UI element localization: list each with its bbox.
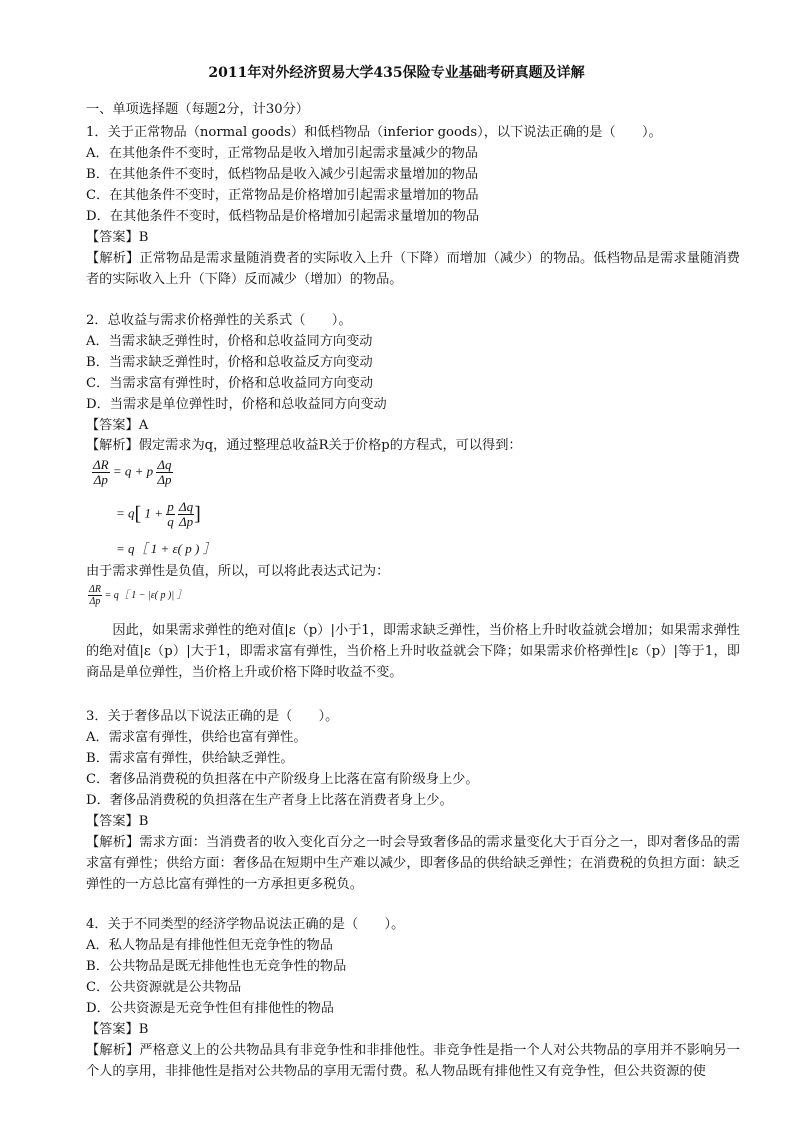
- section-heading: 一、单项选择题（每题2分，计30分）: [86, 102, 309, 117]
- q2-option-a: A．当需求缺乏弹性时，价格和总收益同方向变动: [86, 334, 373, 349]
- q4-explanation: 【解析】严格意义上的公共物品具有非竞争性和非排他性。非竞争性是指一个人对公共物品的享用并不影响另一个人的享用，非排他性是指对公共物品的享用无需付费。私人物品既有排他性又有竞争性，但公共资源的使: [86, 1043, 740, 1079]
- q4-option-b: B．公共物品是既无排他性也无竞争性的物品: [86, 959, 347, 974]
- eq2-prefix: = q: [116, 505, 135, 521]
- eq1-lhs-den: Δp: [93, 472, 108, 487]
- q3-stem: 3．关于奢侈品以下说法正确的是（ ）。: [86, 709, 339, 724]
- eq1-rhs-den: Δp: [157, 472, 172, 487]
- q1-stem: 1．关于正常物品（normal goods）和低档物品（inferior goods），以下说法正确的是（ ）。: [86, 125, 662, 140]
- eq4-num: ΔR: [89, 584, 101, 595]
- q4-option-c: C．公共资源就是公共物品: [86, 980, 242, 995]
- eq4-rhs: = q［ 1 − |ε( p )| ］: [104, 589, 187, 601]
- eq2-num2: Δq: [178, 499, 194, 514]
- q3-explanation: 【解析】需求方面：当消费者的收入变化百分之一时会导致奢侈品的需求量变化大于百分之一，即对奢侈品的需求富有弹性；供给方面：奢侈品在短期中生产难以减少，即奢侈品的供给缺乏弹性；在消费税的负担方面：缺乏弹性的一方总比富有弹性的一方承担更多税负。: [86, 835, 740, 892]
- q1-option-a: A．在其他条件不变时，正常物品是收入增加引起需求量减少的物品: [86, 146, 478, 161]
- q2-option-c: C．当需求富有弹性时，价格和总收益同方向变动: [86, 376, 374, 391]
- eq1-rhs: = q + p: [112, 463, 154, 479]
- q3-option-b: B．需求富有弹性，供给缺乏弹性。: [86, 751, 294, 766]
- eq4-den: Δp: [89, 596, 101, 607]
- q1-answer: 【答案】B: [86, 230, 149, 245]
- q2-answer: 【答案】A: [86, 418, 149, 433]
- eq2-num1: p: [167, 499, 174, 514]
- q3-answer: 【答案】B: [86, 814, 149, 829]
- q3-option-a: A．需求富有弹性，供给也富有弹性。: [86, 730, 307, 745]
- q4-stem: 4．关于不同类型的经济学物品说法正确的是（ ）。: [86, 917, 405, 932]
- equation-4: [88, 584, 187, 607]
- eq2-den2: Δp: [178, 514, 194, 529]
- q4-option-a: A．私人物品是有排他性但无竞争性的物品: [86, 938, 333, 953]
- q2-explanation: 【解析】假定需求为q，通过整理总收益R关于价格p的方程式，可以得到：: [86, 438, 522, 453]
- eq2-one-plus: 1 +: [144, 505, 163, 521]
- eq1-lhs-num: ΔR: [93, 457, 109, 472]
- document-title: 2011年对外经济贸易大学435保险专业基础考研真题及详解: [208, 65, 585, 81]
- q2-stem: 2．总收益与需求价格弹性的关系式（ ）。: [86, 313, 352, 328]
- q1-option-b: B．在其他条件不变时，低档物品是收入减少引起需求量增加的物品: [86, 167, 479, 182]
- q4-option-d: D．公共资源是无竞争性但有排他性的物品: [86, 1001, 334, 1016]
- q2-conclusion: 因此，如果需求弹性的绝对值|ε（p）|小于1，即需求缺乏弹性，当价格上升时收益就会增加；如果需求弹性的绝对值|ε（p）|大于1，即需求富有弹性，当价格上升时收益就会下降；如果需求价格弹性|ε（p）|等于1，即商品是单位弹性，当价格上升或价格下降时收益不变。: [86, 623, 740, 680]
- eq2-den1: q: [167, 514, 174, 529]
- q2-option-d: D．当需求是单位弹性时，价格和总收益同方向变动: [86, 397, 387, 412]
- q3-option-d: D．奢侈品消费税的负担落在生产者身上比落在消费者身上少。: [86, 793, 453, 808]
- q2-negative-note: 由于需求弹性是负值，所以，可以将此表达式记为：: [86, 564, 390, 579]
- q2-option-b: B．当需求缺乏弹性时，价格和总收益反方向变动: [86, 355, 373, 370]
- q1-explanation: 【解析】正常物品是需求量随消费者的实际收入上升（下降）而增加（减少）的物品。低档物品是需求量随消费者的实际收入上升（下降）反而减少（增加）的物品。: [86, 251, 740, 287]
- q4-answer: 【答案】B: [86, 1022, 149, 1037]
- q1-option-c: C．在其他条件不变时，正常物品是价格增加引起需求量增加的物品: [86, 188, 479, 203]
- equation-2: = q[ 1 + $\frac{p}{q}$ $\frac{\Delta q}{\Delta p}$ ]: [116, 499, 201, 529]
- equation-1: [92, 458, 173, 487]
- q3-option-c: C．奢侈品消费税的负担落在中产阶级身上比落在富有阶级身上少。: [86, 772, 479, 787]
- eq1-rhs-num: Δq: [157, 457, 172, 472]
- q1-option-d: D．在其他条件不变时，低档物品是价格增加引起需求量增加的物品: [86, 209, 480, 224]
- equation-3: = q［ 1 + ε( p ) ］: [116, 541, 216, 556]
